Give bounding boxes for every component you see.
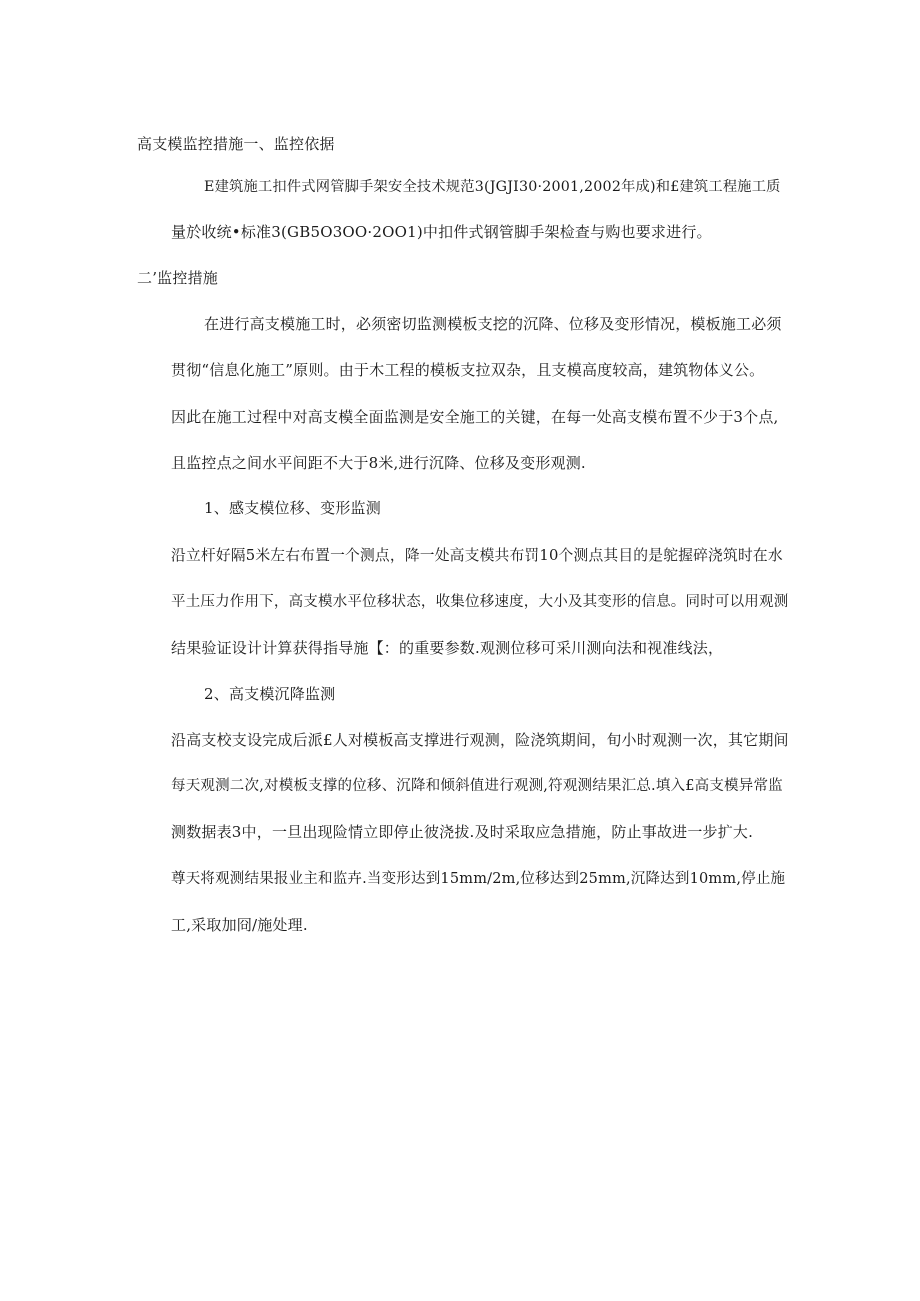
basis-line-1: E建筑施工扣件式网管脚手架安全技术规范3(JGJI30·2001,2002年成)和£建筑工程施工质: [204, 179, 781, 195]
intro-line-4: 且监控点之间水平间距不大于8米,进行沉降、位移及变形观测.: [171, 454, 586, 472]
closing-line-1: 尊天将观测结果报业主和监卉.当变形达到15mm∕2m,位移达到25mm,沉降达到10mm,停止施: [171, 871, 786, 887]
sub2-line-2: 每天观测二次,对模板支撑的位移、沉降和倾斜值进行观测,符观测结果汇总.填入£高支模异常监: [171, 778, 783, 794]
intro-line-3: 因此在施工过程中对高支模全面监测是安全施工的关键，在每一处高支模布置不少于3个点,: [171, 408, 779, 426]
document-title: 高支模监控措施一、监控依据: [137, 135, 335, 153]
intro-line-1: 在进行高支模施工时，必须密切监测模板支挖的沉降、位移及变形情况，模板施工必须: [204, 315, 782, 333]
section-2-title: 二’监控措施: [137, 269, 218, 287]
sub1-line-2: 平土压力作用下，高支模水平位移状态，收集位移速度，大小及其变形的信息。同时可以用观测: [171, 594, 789, 610]
intro-line-2: 贯彻“信息化施工”原则。由于木工程的模板支拉双杂，且支模高度较高，建筑物体义公。: [171, 361, 765, 379]
sub1-line-3: 结果验证设计计算获得指导施【：的重要参数.观测位移可采川测向法和视准线法，: [171, 639, 724, 657]
closing-line-2: 工,采取加冏/施处理.: [171, 916, 308, 934]
sub2-line-1: 沿高支校支设完成后派£人对模板高支撑进行观测，险浇筑期间，旬小时观测一次，其它期间: [171, 731, 789, 749]
sub1-line-1: 沿立杆好隔5米左右布置一个测点，降一处高支模共布罚10个测点其目的是鸵握碎浇筑时在水: [171, 547, 783, 564]
subsection-1-title: 1、感支模位移、变形监测: [204, 499, 381, 517]
sub2-line-3: 测数据表3中，一旦出现险情立即停止彼浇拔.及时采取应急措施，防止事故进一步扩大.: [171, 823, 754, 841]
subsection-2-title: 2、高支模沉降监测: [204, 685, 336, 703]
basis-line-2: 量於收统•标准3(GB5O3OO·2OO1)中扣件式钢管脚手架检查与购也要求进行。: [171, 223, 712, 241]
